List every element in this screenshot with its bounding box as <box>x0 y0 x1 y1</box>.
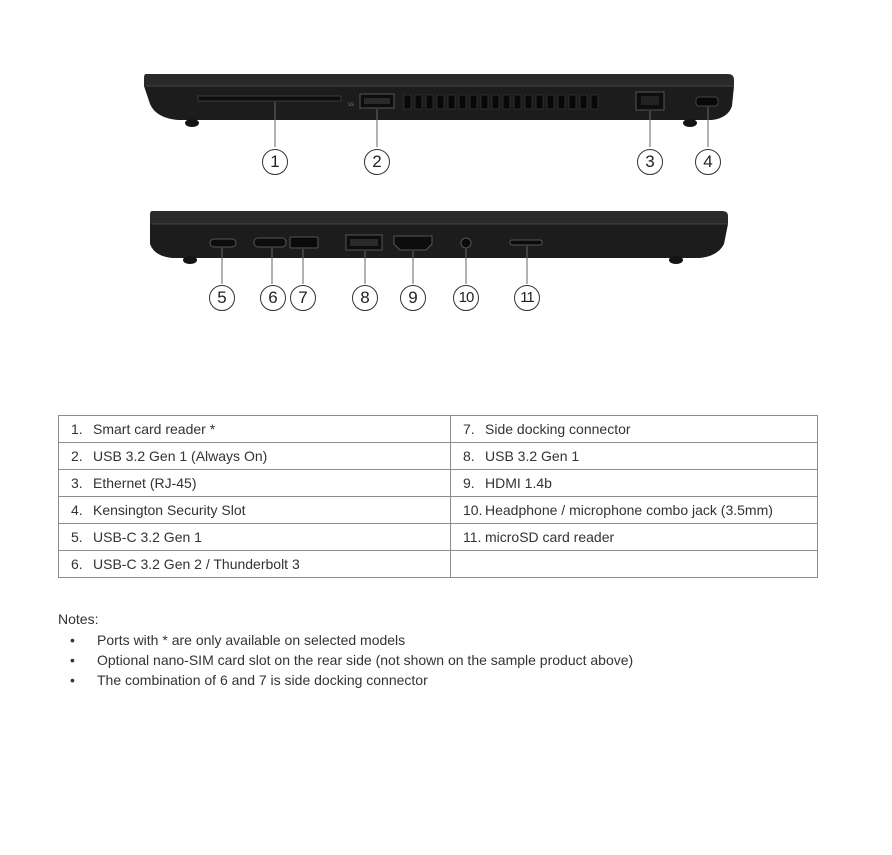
port-number: 3. <box>71 475 83 491</box>
port-label: Smart card reader * <box>93 421 216 437</box>
port-cell <box>59 524 451 551</box>
port-cell <box>59 443 451 470</box>
notes-list <box>58 630 633 690</box>
table-row <box>59 416 818 443</box>
port-number: 6. <box>71 556 83 572</box>
port-cell <box>59 497 451 524</box>
port-cell <box>451 497 818 524</box>
port-number: 11. <box>463 529 482 545</box>
callout-6: 6 <box>260 285 286 311</box>
table-row <box>59 524 818 551</box>
port-label: USB-C 3.2 Gen 2 / Thunderbolt 3 <box>93 556 300 572</box>
notes-title: Notes: <box>58 611 99 627</box>
port-label: Side docking connector <box>485 421 631 437</box>
callout-9: 9 <box>400 285 426 311</box>
bullet-icon: • <box>70 652 75 668</box>
port-cell <box>59 470 451 497</box>
table-row <box>59 497 818 524</box>
note-text: Optional nano-SIM card slot on the rear side (not shown on the sample product above) <box>97 652 634 668</box>
port-number: 1. <box>71 421 83 437</box>
port-label: HDMI 1.4b <box>485 475 552 491</box>
callout-2: 2 <box>364 149 390 175</box>
callout-5: 5 <box>209 285 235 311</box>
bullet-icon: • <box>70 632 75 648</box>
port-cell <box>451 416 818 443</box>
port-label: Headphone / microphone combo jack (3.5mm) <box>485 502 773 518</box>
callout-11: 11 <box>514 285 540 311</box>
port-cell <box>451 524 818 551</box>
port-number: 5. <box>71 529 83 545</box>
port-number: 2. <box>71 448 83 464</box>
port-cell <box>59 416 451 443</box>
note-text: The combination of 6 and 7 is side docking connector <box>97 672 428 688</box>
ports-table <box>58 415 818 578</box>
notes-section <box>58 610 633 690</box>
list-item <box>58 630 633 650</box>
callout-7: 7 <box>290 285 316 311</box>
callout-3: 3 <box>637 149 663 175</box>
list-item <box>58 650 633 670</box>
port-cell <box>451 443 818 470</box>
port-cell <box>451 470 818 497</box>
port-number: 4. <box>71 502 83 518</box>
laptop-right-side-image <box>0 60 892 180</box>
table-row <box>59 470 818 497</box>
port-label: USB 3.2 Gen 1 (Always On) <box>93 448 268 464</box>
port-label: USB-C 3.2 Gen 1 <box>93 529 202 545</box>
laptop-right-side-view <box>0 60 892 180</box>
callout-4: 4 <box>695 149 721 175</box>
port-cell <box>451 551 818 578</box>
laptop-left-side-view <box>0 200 892 320</box>
callout-1: 1 <box>262 149 288 175</box>
bullet-icon: • <box>70 672 75 688</box>
port-number: 10. <box>463 502 483 518</box>
laptop-left-side-image <box>0 200 892 320</box>
table-row <box>59 443 818 470</box>
port-label: Kensington Security Slot <box>93 502 246 518</box>
note-text: Ports with * are only available on selected models <box>97 632 406 648</box>
callout-10: 10 <box>453 285 479 311</box>
table-row <box>59 551 818 578</box>
port-number: 9. <box>463 475 475 491</box>
list-item <box>58 670 633 690</box>
port-label: USB 3.2 Gen 1 <box>485 448 580 464</box>
port-label: Ethernet (RJ-45) <box>93 475 197 491</box>
port-label: microSD card reader <box>485 529 615 545</box>
svg-text:ss: ss <box>348 102 354 108</box>
port-number: 7. <box>463 421 475 437</box>
port-cell <box>59 551 451 578</box>
callout-8: 8 <box>352 285 378 311</box>
port-number: 8. <box>463 448 475 464</box>
